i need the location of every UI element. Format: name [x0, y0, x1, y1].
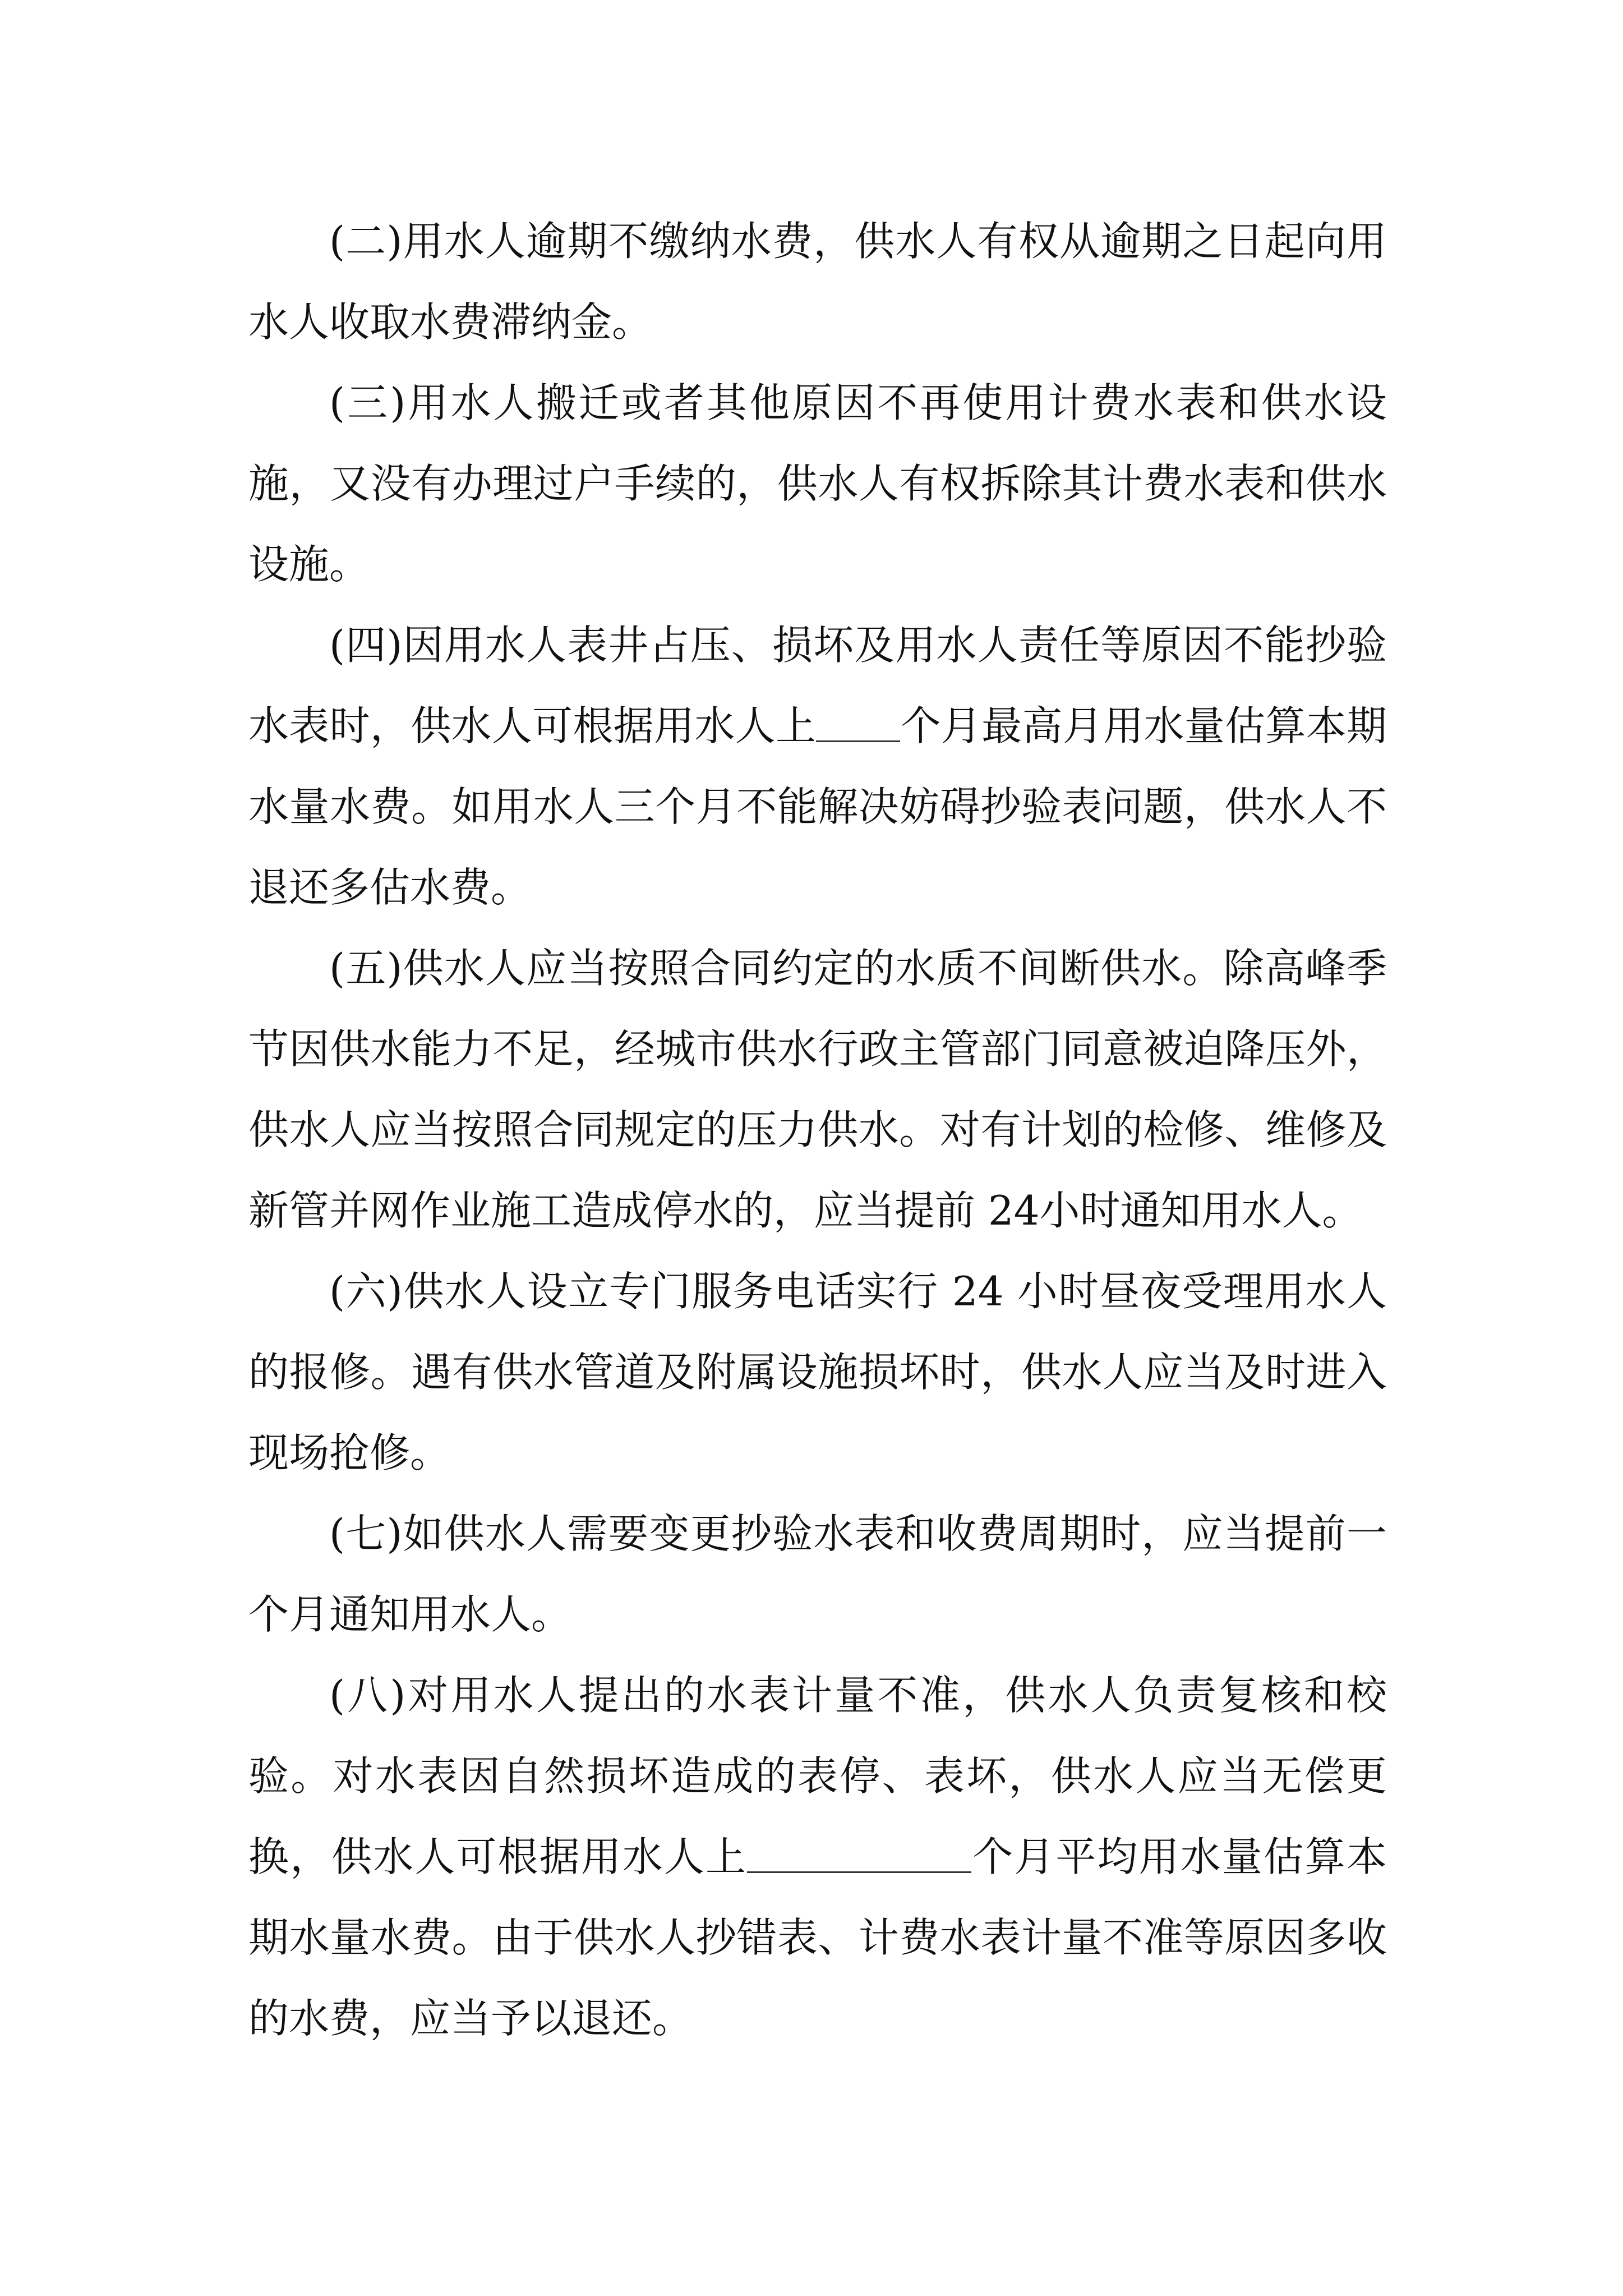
clause-3 [248, 362, 1387, 605]
clause-5 [248, 928, 1387, 1251]
clause-4-text-after: 个月最高月用水量估算本期水量水费。如用水人三个月不能解决妨碍抄验表问题，供水人不退还多估水费。 [248, 702, 1387, 911]
document-body [248, 201, 1387, 2059]
clause-6 [248, 1251, 1387, 1493]
fill-in-blank-average-months[interactable] [747, 1831, 971, 1873]
clause-2 [248, 201, 1387, 362]
clause-6-text: (六)供水人设立专门服务电话实行 24 小时昼夜受理用水人的报修。遇有供水管道及附属设施损坏时，供水人应当及时进入现场抢修。 [248, 1268, 1387, 1476]
clause-2-text: (二)用水人逾期不缴纳水费，供水人有权从逾期之日起向用水人收取水费滞纳金。 [248, 218, 1387, 346]
clause-8-text-after: 个月平均用水量估算本期水量水费。由于供水人抄错表、计费水表计量不准等原因多收的水费，应当予以退还。 [248, 1833, 1387, 2042]
clause-4 [248, 605, 1387, 928]
clause-8 [248, 1655, 1387, 2059]
clause-3-text: (三)用水人搬迁或者其他原因不再使用计费水表和供水设施，又没有办理过户手续的，供水人有权拆除其计费水表和供水设施。 [248, 379, 1387, 588]
clause-8-text-before: (八)对用水人提出的水表计量不准，供水人负责复核和校验。对水表因自然损坏造成的表停、表坏，供水人应当无偿更换，供水人可根据用水人上 [248, 1672, 1387, 1880]
clause-7-text: (七)如供水人需要变更抄验水表和收费周期时，应当提前一个月通知用水人。 [248, 1510, 1387, 1638]
clause-7 [248, 1493, 1387, 1655]
fill-in-blank-months[interactable] [816, 700, 900, 742]
clause-5-text: (五)供水人应当按照合同约定的水质不间断供水。除高峰季节因供水能力不足，经城市供水行政主管部门同意被迫降压外，供水人应当按照合同规定的压力供水。对有计划的检修、维修及新管并网作业施工造成停水的，应当提前 24小时通知用水人。 [248, 945, 1387, 1234]
clause-4-text-before: (四)因用水人表井占压、损坏及用水人责任等原因不能抄验水表时，供水人可根据用水人上 [248, 622, 1387, 749]
